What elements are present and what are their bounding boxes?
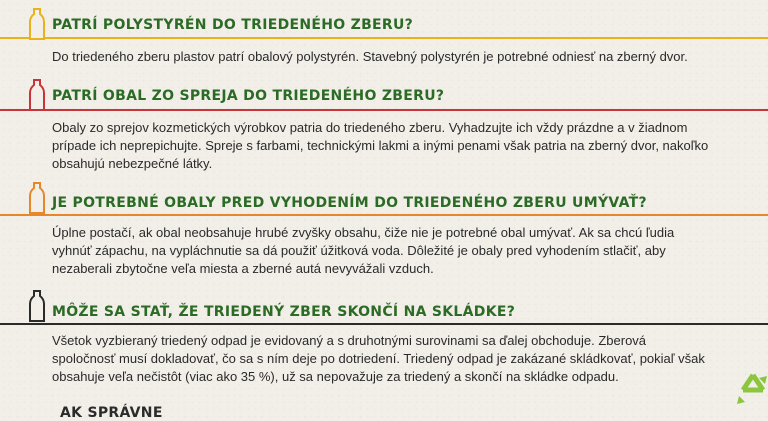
answer-text: Úplne postačí, ak obal neobsahuje hrubé zvyšky obsahu, čiže nie je potrebné obal umývať. Ak sa chcú ľudia vyhnúť zápachu, na vypláchnutie sa dá použiť úžitková voda. Dôležité je obaly pred vyhodením stlačiť, aby nezaberali zbytočne veľa miesta a zberné autá nevyvážali vzduch. bbox=[52, 225, 675, 276]
answer-text: Obaly zo sprejov kozmetických výrobkov patria do triedeného zberu. Vyhadzujte ich vždy prázdne a v žiadnom prípade ich neprepichujte. Spreje s farbami, technickými lakmi a inými penami však patria na zberný dvor, nakoľko obsahujú nebezpečné látky. bbox=[52, 120, 709, 171]
answer-text: Všetok vyzbieraný triedený odpad je evidovaný a s druhotnými surovinami sa ďalej obchoduje. Zberová spoločnosť musí dokladovať, čo sa s ním deje po dotriedení. Triedený odpad je zakázané skládkovať, pokiaľ však obsahuje veľa nečistôt (viac ako 35 %), už sa nepovažuje za triedený a skončí na skládke odpadu. bbox=[52, 333, 705, 384]
bottle-icon bbox=[28, 290, 46, 324]
question-title: JE POTREBNÉ OBALY PRED VYHODENÍM DO TRIEDENÉHO ZBERU UMÝVAŤ? bbox=[52, 195, 647, 211]
faq-item-4 bbox=[0, 290, 768, 384]
answer-text: Do triedeného zberu plastov patrí obalový polystyrén. Stavebný polystyrén je potrebné odniesť na zberný dvor. bbox=[52, 49, 688, 64]
divider-line bbox=[0, 214, 768, 216]
bottle-icon bbox=[28, 79, 46, 113]
bottle-icon bbox=[28, 182, 46, 216]
question-title: PATRÍ OBAL ZO SPREJA DO TRIEDENÉHO ZBERU? bbox=[52, 88, 445, 104]
section-heading: AK SPRÁVNE bbox=[60, 405, 163, 421]
faq-item-1 bbox=[0, 8, 768, 64]
question-title: MÔŽE SA STAŤ, ŽE TRIEDENÝ ZBER SKONČÍ NA SKLÁDKE? bbox=[52, 304, 516, 320]
divider-line bbox=[0, 323, 768, 325]
divider-line bbox=[0, 37, 768, 39]
bottle-icon bbox=[28, 8, 46, 42]
divider-line bbox=[0, 109, 768, 111]
faq-item-2 bbox=[0, 79, 768, 171]
faq-item-3 bbox=[0, 182, 768, 276]
question-title: PATRÍ POLYSTYRÉN DO TRIEDENÉHO ZBERU? bbox=[52, 17, 414, 33]
recycle-icon bbox=[733, 370, 768, 410]
